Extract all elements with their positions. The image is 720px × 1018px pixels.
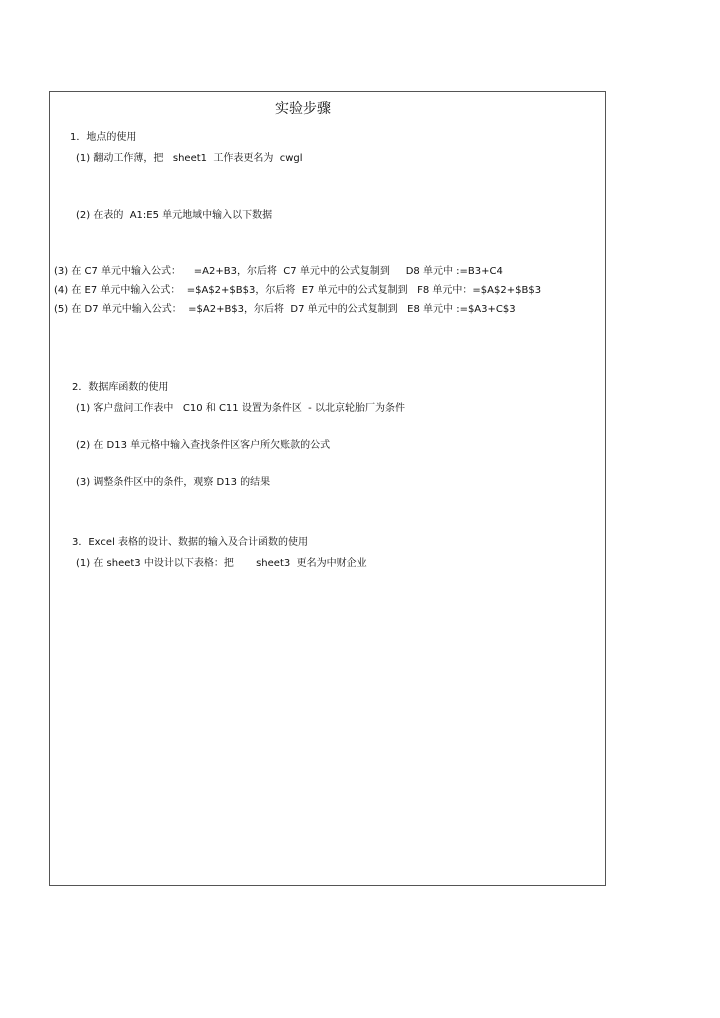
section-1-item-1: (1) 翻动工作薄，把 sheet1 工作表更名为 cwgl xyxy=(76,153,303,164)
section-2-heading: 2．数据库函数的使用 xyxy=(72,382,169,393)
section-3-item-1: (1) 在 sheet3 中设计以下表格：把 sheet3 更名为中财企业 xyxy=(76,558,367,569)
section-1-item-2: (2) 在表的 A1:E5 单元地域中输入以下数据 xyxy=(76,210,273,221)
section-2-item-2: (2) 在 D13 单元格中输入查找条件区客户所欠账款的公式 xyxy=(76,440,331,451)
section-1-item-4: (4) 在 E7 单元中输入公式： =$A$2+$B$3，尔后将 E7 单元中的公式复制到 F8 单元中：=$A$2+$B$3 xyxy=(54,285,542,296)
title-text: 实验步骤 xyxy=(275,101,331,117)
section-3-heading: 3．Excel 表格的设计、数据的输入及合计函数的使用 xyxy=(72,537,309,548)
section-2-item-1: (1) 客户盘问工作表中 C10 和 C11 设置为条件区 - 以北京轮胎厂为条件 xyxy=(76,403,405,414)
section-2-item-3: (3) 调整条件区中的条件，观察 D13 的结果 xyxy=(76,477,271,488)
page-title xyxy=(0,98,606,118)
section-1-heading: 1．地点的使用 xyxy=(70,132,137,143)
section-1-item-3: (3) 在 C7 单元中输入公式： =A2+B3，尔后将 C7 单元中的公式复制到 D8 单元中 :=B3+C4 xyxy=(54,266,503,277)
section-1-item-5: (5) 在 D7 单元中输入公式： =$A2+B$3，尔后将 D7 单元中的公式复制到 E8 单元中 :=$A3+C$3 xyxy=(54,304,516,315)
